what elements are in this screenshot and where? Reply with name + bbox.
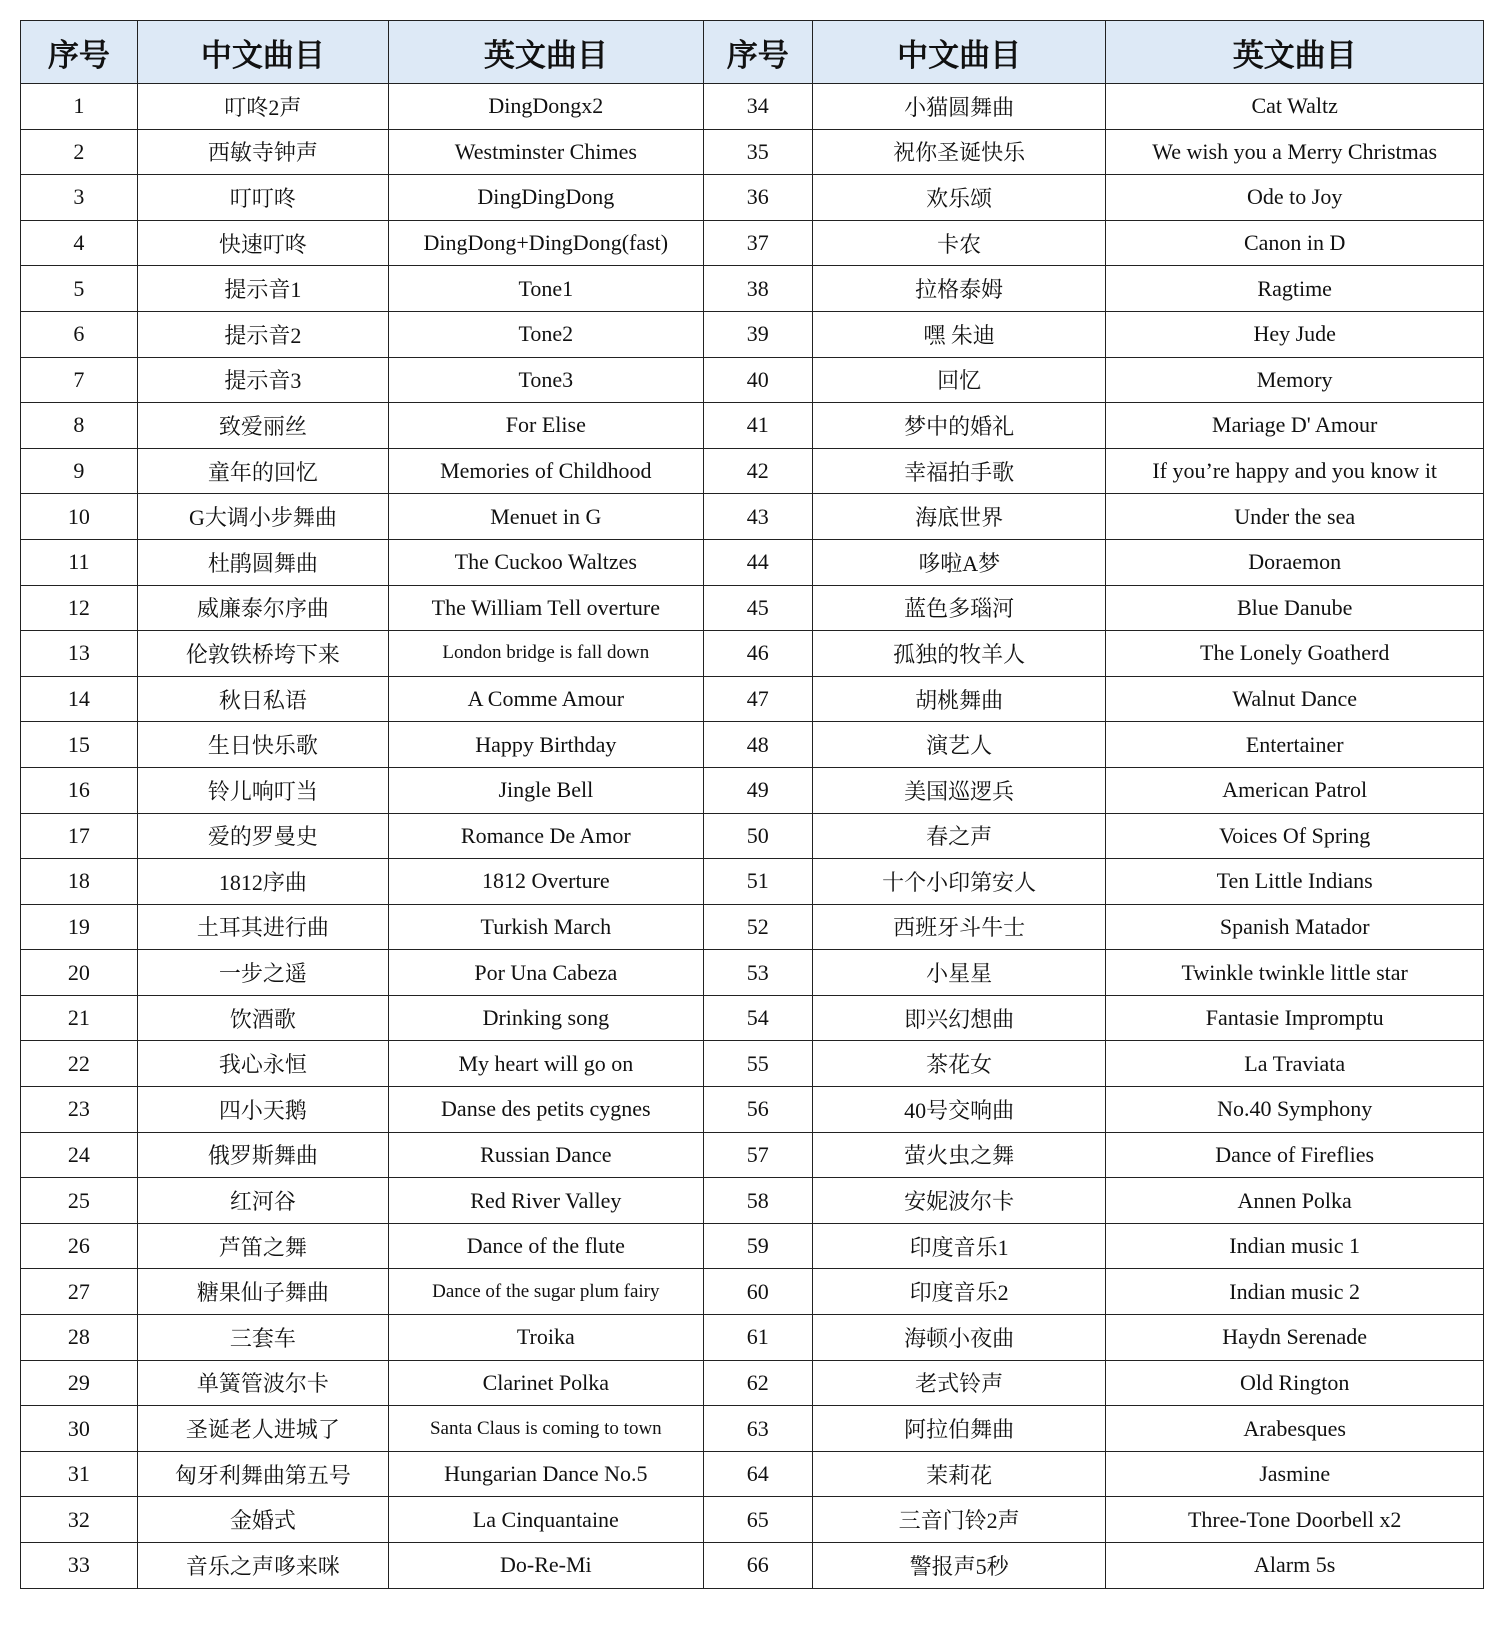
cell-chinese-title: 三音门铃2声 — [812, 1497, 1105, 1543]
cell-chinese-title: 演艺人 — [812, 722, 1105, 768]
cell-english-title: Menuet in G — [389, 494, 703, 540]
cell-index: 42 — [703, 448, 812, 494]
cell-index: 22 — [21, 1041, 138, 1087]
cell-chinese-title: 俄罗斯舞曲 — [137, 1132, 388, 1178]
cell-chinese-title: G大调小步舞曲 — [137, 494, 388, 540]
cell-english-title: We wish you a Merry Christmas — [1106, 129, 1484, 175]
cell-english-title: Tone2 — [389, 311, 703, 357]
cell-index: 20 — [21, 950, 138, 996]
cell-index: 54 — [703, 995, 812, 1041]
cell-index: 18 — [21, 859, 138, 905]
cell-index: 6 — [21, 311, 138, 357]
table-row — [21, 676, 1484, 722]
cell-chinese-title: 生日快乐歌 — [137, 722, 388, 768]
cell-english-title: Clarinet Polka — [389, 1360, 703, 1406]
table-row — [21, 1178, 1484, 1224]
cell-index: 47 — [703, 676, 812, 722]
cell-chinese-title: 欢乐颂 — [812, 175, 1105, 221]
cell-index: 1 — [21, 84, 138, 130]
cell-english-title: Drinking song — [389, 995, 703, 1041]
cell-chinese-title: 伦敦铁桥垮下来 — [137, 631, 388, 677]
cell-chinese-title: 胡桃舞曲 — [812, 676, 1105, 722]
header-index-right: 序号 — [703, 21, 812, 84]
cell-index: 60 — [703, 1269, 812, 1315]
table-row — [21, 1223, 1484, 1269]
cell-english-title: London bridge is fall down — [389, 631, 703, 677]
cell-index: 37 — [703, 220, 812, 266]
header-english-title-right: 英文曲目 — [1106, 21, 1484, 84]
cell-index: 19 — [21, 904, 138, 950]
table-row — [21, 859, 1484, 905]
table-row — [21, 266, 1484, 312]
cell-chinese-title: 三套车 — [137, 1315, 388, 1361]
cell-index: 17 — [21, 813, 138, 859]
cell-english-title: Blue Danube — [1106, 585, 1484, 631]
cell-english-title: Arabesques — [1106, 1406, 1484, 1452]
cell-chinese-title: 我心永恒 — [137, 1041, 388, 1087]
cell-english-title: Indian music 1 — [1106, 1223, 1484, 1269]
table-row — [21, 1315, 1484, 1361]
table-row — [21, 311, 1484, 357]
cell-chinese-title: 叮叮咚 — [137, 175, 388, 221]
cell-index: 56 — [703, 1087, 812, 1133]
cell-english-title: Ten Little Indians — [1106, 859, 1484, 905]
table-row — [21, 1041, 1484, 1087]
cell-index: 7 — [21, 357, 138, 403]
cell-chinese-title: 快速叮咚 — [137, 220, 388, 266]
table-row — [21, 129, 1484, 175]
table-row — [21, 357, 1484, 403]
cell-index: 50 — [703, 813, 812, 859]
cell-index: 51 — [703, 859, 812, 905]
table-row — [21, 220, 1484, 266]
table-row — [21, 1132, 1484, 1178]
table-row — [21, 1451, 1484, 1497]
cell-english-title: For Elise — [389, 403, 703, 449]
cell-english-title: Por Una Cabeza — [389, 950, 703, 996]
cell-english-title: Memory — [1106, 357, 1484, 403]
cell-chinese-title: 杜鹃圆舞曲 — [137, 539, 388, 585]
cell-index: 64 — [703, 1451, 812, 1497]
header-index-left: 序号 — [21, 21, 138, 84]
cell-chinese-title: 警报声5秒 — [812, 1543, 1105, 1589]
cell-chinese-title: 十个小印第安人 — [812, 859, 1105, 905]
cell-index: 39 — [703, 311, 812, 357]
cell-english-title: Walnut Dance — [1106, 676, 1484, 722]
cell-index: 32 — [21, 1497, 138, 1543]
cell-english-title: Troika — [389, 1315, 703, 1361]
cell-index: 26 — [21, 1223, 138, 1269]
cell-english-title: Mariage D' Amour — [1106, 403, 1484, 449]
cell-index: 36 — [703, 175, 812, 221]
table-row — [21, 995, 1484, 1041]
cell-index: 49 — [703, 767, 812, 813]
cell-english-title: Alarm 5s — [1106, 1543, 1484, 1589]
cell-english-title: Spanish Matador — [1106, 904, 1484, 950]
cell-english-title: Hungarian Dance No.5 — [389, 1451, 703, 1497]
cell-index: 15 — [21, 722, 138, 768]
cell-chinese-title: 芦笛之舞 — [137, 1223, 388, 1269]
cell-chinese-title: 40号交响曲 — [812, 1087, 1105, 1133]
cell-chinese-title: 蓝色多瑙河 — [812, 585, 1105, 631]
cell-index: 5 — [21, 266, 138, 312]
cell-english-title: American Patrol — [1106, 767, 1484, 813]
cell-english-title: La Cinquantaine — [389, 1497, 703, 1543]
cell-english-title: Cat Waltz — [1106, 84, 1484, 130]
cell-chinese-title: 铃儿响叮当 — [137, 767, 388, 813]
cell-chinese-title: 致爱丽丝 — [137, 403, 388, 449]
cell-index: 45 — [703, 585, 812, 631]
cell-english-title: Ragtime — [1106, 266, 1484, 312]
cell-english-title: Happy Birthday — [389, 722, 703, 768]
cell-chinese-title: 威廉泰尔序曲 — [137, 585, 388, 631]
cell-english-title: Danse des petits cygnes — [389, 1087, 703, 1133]
cell-index: 31 — [21, 1451, 138, 1497]
cell-index: 62 — [703, 1360, 812, 1406]
table-row — [21, 494, 1484, 540]
cell-index: 25 — [21, 1178, 138, 1224]
header-row — [21, 21, 1484, 84]
cell-index: 23 — [21, 1087, 138, 1133]
cell-chinese-title: 即兴幻想曲 — [812, 995, 1105, 1041]
cell-english-title: Twinkle twinkle little star — [1106, 950, 1484, 996]
cell-chinese-title: 小猫圆舞曲 — [812, 84, 1105, 130]
cell-chinese-title: 美国巡逻兵 — [812, 767, 1105, 813]
cell-english-title: A Comme Amour — [389, 676, 703, 722]
cell-chinese-title: 圣诞老人进城了 — [137, 1406, 388, 1452]
cell-chinese-title: 提示音1 — [137, 266, 388, 312]
cell-chinese-title: 回忆 — [812, 357, 1105, 403]
header-chinese-title-right: 中文曲目 — [812, 21, 1105, 84]
cell-english-title: Under the sea — [1106, 494, 1484, 540]
cell-chinese-title: 哆啦A梦 — [812, 539, 1105, 585]
table-row — [21, 904, 1484, 950]
cell-index: 13 — [21, 631, 138, 677]
table-body — [21, 84, 1484, 1589]
cell-index: 55 — [703, 1041, 812, 1087]
table-row — [21, 1497, 1484, 1543]
cell-index: 27 — [21, 1269, 138, 1315]
cell-index: 24 — [21, 1132, 138, 1178]
cell-chinese-title: 金婚式 — [137, 1497, 388, 1543]
cell-chinese-title: 老式铃声 — [812, 1360, 1105, 1406]
cell-chinese-title: 茉莉花 — [812, 1451, 1105, 1497]
cell-index: 29 — [21, 1360, 138, 1406]
cell-index: 16 — [21, 767, 138, 813]
cell-english-title: Indian music 2 — [1106, 1269, 1484, 1315]
cell-index: 63 — [703, 1406, 812, 1452]
cell-english-title: Annen Polka — [1106, 1178, 1484, 1224]
cell-chinese-title: 孤独的牧羊人 — [812, 631, 1105, 677]
cell-english-title: Do-Re-Mi — [389, 1543, 703, 1589]
cell-chinese-title: 梦中的婚礼 — [812, 403, 1105, 449]
cell-chinese-title: 秋日私语 — [137, 676, 388, 722]
cell-chinese-title: 提示音2 — [137, 311, 388, 357]
cell-english-title: The Cuckoo Waltzes — [389, 539, 703, 585]
cell-chinese-title: 卡农 — [812, 220, 1105, 266]
cell-english-title: Haydn Serenade — [1106, 1315, 1484, 1361]
cell-chinese-title: 春之声 — [812, 813, 1105, 859]
cell-chinese-title: 海顿小夜曲 — [812, 1315, 1105, 1361]
table-header — [21, 21, 1484, 84]
table-row — [21, 175, 1484, 221]
table-row — [21, 1543, 1484, 1589]
table-row — [21, 84, 1484, 130]
cell-chinese-title: 茶花女 — [812, 1041, 1105, 1087]
cell-chinese-title: 祝你圣诞快乐 — [812, 129, 1105, 175]
cell-english-title: Westminster Chimes — [389, 129, 703, 175]
cell-index: 57 — [703, 1132, 812, 1178]
cell-chinese-title: 海底世界 — [812, 494, 1105, 540]
cell-index: 48 — [703, 722, 812, 768]
cell-english-title: Romance De Amor — [389, 813, 703, 859]
cell-index: 52 — [703, 904, 812, 950]
cell-chinese-title: 嘿 朱迪 — [812, 311, 1105, 357]
cell-index: 58 — [703, 1178, 812, 1224]
cell-english-title: Memories of Childhood — [389, 448, 703, 494]
cell-index: 53 — [703, 950, 812, 996]
cell-index: 35 — [703, 129, 812, 175]
cell-chinese-title: 西班牙斗牛士 — [812, 904, 1105, 950]
cell-index: 28 — [21, 1315, 138, 1361]
cell-english-title: Turkish March — [389, 904, 703, 950]
cell-index: 3 — [21, 175, 138, 221]
cell-english-title: Dance of the sugar plum fairy — [389, 1269, 703, 1315]
cell-english-title: Voices Of Spring — [1106, 813, 1484, 859]
cell-chinese-title: 叮咚2声 — [137, 84, 388, 130]
cell-chinese-title: 单簧管波尔卡 — [137, 1360, 388, 1406]
cell-chinese-title: 萤火虫之舞 — [812, 1132, 1105, 1178]
cell-index: 66 — [703, 1543, 812, 1589]
cell-english-title: My heart will go on — [389, 1041, 703, 1087]
cell-index: 30 — [21, 1406, 138, 1452]
cell-index: 21 — [21, 995, 138, 1041]
cell-english-title: Russian Dance — [389, 1132, 703, 1178]
cell-index: 9 — [21, 448, 138, 494]
cell-index: 14 — [21, 676, 138, 722]
cell-index: 38 — [703, 266, 812, 312]
cell-english-title: The William Tell overture — [389, 585, 703, 631]
table-row — [21, 585, 1484, 631]
cell-chinese-title: 四小天鹅 — [137, 1087, 388, 1133]
cell-chinese-title: 爱的罗曼史 — [137, 813, 388, 859]
cell-index: 2 — [21, 129, 138, 175]
cell-english-title: Fantasie Impromptu — [1106, 995, 1484, 1041]
cell-english-title: DingDong+DingDong(fast) — [389, 220, 703, 266]
table-row — [21, 950, 1484, 996]
header-english-title-left: 英文曲目 — [389, 21, 703, 84]
cell-index: 33 — [21, 1543, 138, 1589]
cell-english-title: Jasmine — [1106, 1451, 1484, 1497]
cell-english-title: Jingle Bell — [389, 767, 703, 813]
cell-chinese-title: 西敏寺钟声 — [137, 129, 388, 175]
cell-chinese-title: 幸福拍手歌 — [812, 448, 1105, 494]
cell-english-title: Canon in D — [1106, 220, 1484, 266]
table-row — [21, 1360, 1484, 1406]
cell-english-title: Santa Claus is coming to town — [389, 1406, 703, 1452]
cell-english-title: Dance of Fireflies — [1106, 1132, 1484, 1178]
cell-chinese-title: 印度音乐2 — [812, 1269, 1105, 1315]
song-table — [20, 20, 1484, 1589]
cell-chinese-title: 拉格泰姆 — [812, 266, 1105, 312]
cell-english-title: Three-Tone Doorbell x2 — [1106, 1497, 1484, 1543]
cell-index: 44 — [703, 539, 812, 585]
table-row — [21, 767, 1484, 813]
cell-index: 46 — [703, 631, 812, 677]
cell-index: 65 — [703, 1497, 812, 1543]
table-row — [21, 813, 1484, 859]
cell-english-title: DingDingDong — [389, 175, 703, 221]
header-chinese-title-left: 中文曲目 — [137, 21, 388, 84]
cell-chinese-title: 提示音3 — [137, 357, 388, 403]
cell-index: 34 — [703, 84, 812, 130]
cell-index: 11 — [21, 539, 138, 585]
cell-chinese-title: 一步之遥 — [137, 950, 388, 996]
cell-chinese-title: 安妮波尔卡 — [812, 1178, 1105, 1224]
cell-index: 10 — [21, 494, 138, 540]
table-row — [21, 1269, 1484, 1315]
table-row — [21, 403, 1484, 449]
cell-english-title: Entertainer — [1106, 722, 1484, 768]
cell-index: 61 — [703, 1315, 812, 1361]
cell-english-title: Red River Valley — [389, 1178, 703, 1224]
table-row — [21, 1406, 1484, 1452]
cell-english-title: DingDongx2 — [389, 84, 703, 130]
cell-chinese-title: 土耳其进行曲 — [137, 904, 388, 950]
cell-chinese-title: 印度音乐1 — [812, 1223, 1105, 1269]
cell-english-title: La Traviata — [1106, 1041, 1484, 1087]
cell-english-title: Ode to Joy — [1106, 175, 1484, 221]
cell-index: 12 — [21, 585, 138, 631]
table-row — [21, 1087, 1484, 1133]
table-row — [21, 722, 1484, 768]
cell-index: 59 — [703, 1223, 812, 1269]
cell-chinese-title: 1812序曲 — [137, 859, 388, 905]
cell-index: 41 — [703, 403, 812, 449]
cell-index: 40 — [703, 357, 812, 403]
cell-english-title: If you’re happy and you know it — [1106, 448, 1484, 494]
cell-english-title: The Lonely Goatherd — [1106, 631, 1484, 677]
cell-index: 4 — [21, 220, 138, 266]
cell-english-title: 1812 Overture — [389, 859, 703, 905]
cell-english-title: No.40 Symphony — [1106, 1087, 1484, 1133]
cell-chinese-title: 音乐之声哆来咪 — [137, 1543, 388, 1589]
cell-chinese-title: 匈牙利舞曲第五号 — [137, 1451, 388, 1497]
cell-english-title: Old Rington — [1106, 1360, 1484, 1406]
table-row — [21, 448, 1484, 494]
cell-chinese-title: 糖果仙子舞曲 — [137, 1269, 388, 1315]
cell-chinese-title: 童年的回忆 — [137, 448, 388, 494]
cell-chinese-title: 阿拉伯舞曲 — [812, 1406, 1105, 1452]
table-row — [21, 539, 1484, 585]
cell-english-title: Tone1 — [389, 266, 703, 312]
table-row — [21, 631, 1484, 677]
cell-english-title: Dance of the flute — [389, 1223, 703, 1269]
cell-index: 43 — [703, 494, 812, 540]
cell-english-title: Tone3 — [389, 357, 703, 403]
cell-english-title: Doraemon — [1106, 539, 1484, 585]
cell-chinese-title: 饮酒歌 — [137, 995, 388, 1041]
cell-chinese-title: 小星星 — [812, 950, 1105, 996]
cell-index: 8 — [21, 403, 138, 449]
cell-english-title: Hey Jude — [1106, 311, 1484, 357]
cell-chinese-title: 红河谷 — [137, 1178, 388, 1224]
